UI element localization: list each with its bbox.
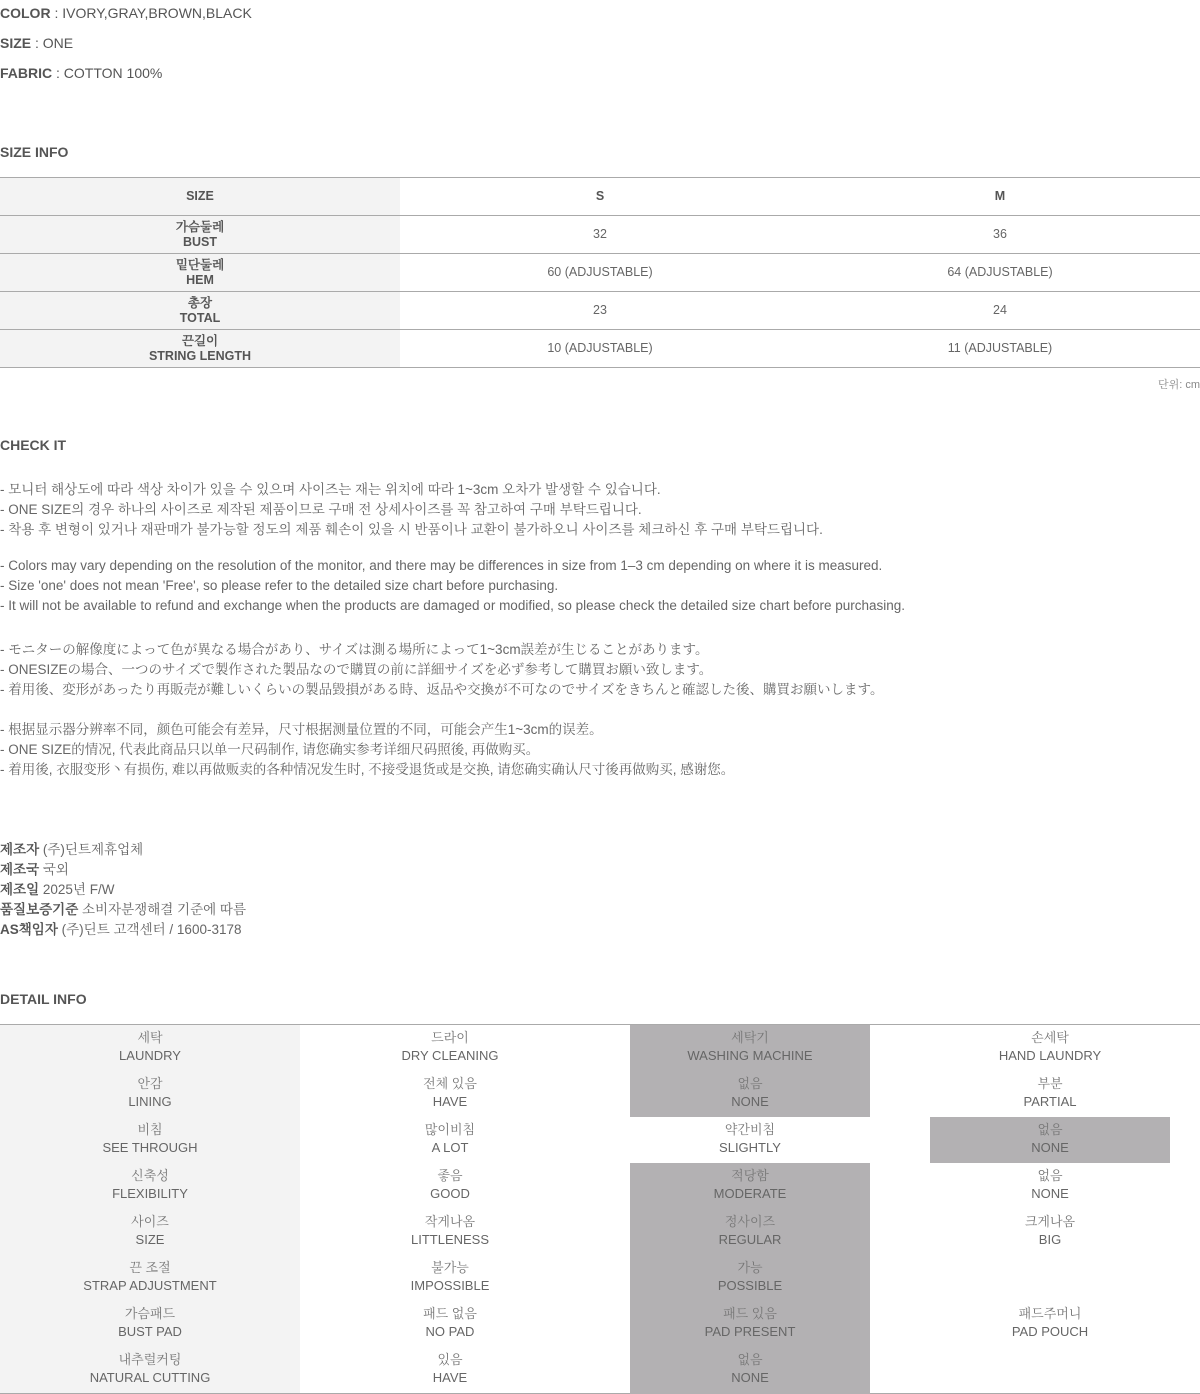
spec-size [0,35,73,51]
size-table [0,177,1200,368]
detail-option-selected [900,1117,1200,1163]
detail-row-label [0,1071,300,1117]
detail-option-ko: 약간비침 [724,1122,776,1137]
detail-option [300,1301,600,1347]
detail-option-selected-en: NONE [1031,1140,1069,1155]
detail-option-ko: 있음 [437,1352,463,1367]
check-line: - ONE SIZE的情况, 代表此商品只以单一尺码制作, 请您确实参考详细尺码照後, 再做购买。 [0,742,540,757]
detail-option-selected-en: WASHING MACHINE [687,1048,813,1063]
detail-row-label-en: NATURAL CUTTING [89,1370,211,1385]
maker-label: 제조국 [0,862,40,877]
maker-label: 품질보증기준 [0,902,79,917]
detail-option-selected-ko: 없음 [1037,1122,1063,1137]
size-m-value: 11 (ADJUSTABLE) [800,330,1200,368]
maker-country [0,858,69,878]
detail-option [900,1301,1200,1347]
size-header-s: S [400,178,800,216]
size-s-value: 10 (ADJUSTABLE) [400,330,800,368]
detail-option-selected [600,1209,900,1255]
detail-option [600,1117,900,1163]
detail-option-en: IMPOSSIBLE [410,1278,490,1293]
row-label [0,216,400,254]
detail-option-selected-en: PAD PRESENT [704,1324,796,1339]
detail-row-label-en: STRAP ADJUSTMENT [83,1278,217,1293]
detail-option [900,1163,1200,1209]
row-label-en: STRING LENGTH [148,348,252,363]
detail-option [900,1209,1200,1255]
row-label [0,330,400,368]
detail-option [300,1163,600,1209]
spec-fabric [0,65,162,81]
row-label-en: HEM [186,272,214,287]
row-label-ko: 가슴둘레 [175,219,225,234]
spec-color-label: COLOR [0,5,51,21]
detail-option-ko: 전체 있음 [423,1076,477,1091]
detail-option-selected [600,1301,900,1347]
spec-size-label: SIZE [0,35,32,51]
check-line: - ONE SIZE의 경우 하나의 사이즈로 제작된 제품이므로 구매 전 상세사이즈를 꼭 참고하여 구매 부탁드립니다. [0,502,642,517]
spec-fabric-label: FABRIC [0,65,53,81]
detail-row-label-ko: 사이즈 [131,1214,169,1229]
detail-option-selected-ko: 없음 [737,1076,763,1091]
detail-option-selected [600,1255,900,1301]
detail-row-label [0,1025,300,1071]
detail-option-selected [600,1163,900,1209]
detail-option [300,1347,600,1393]
row-label-ko: 끈길이 [181,333,219,348]
check-line: - It will not be available to refund and exchange when the products are damaged or modified, so please check the detailed size chart before purchasing. [0,598,906,613]
spec-size-value: : ONE [31,35,74,51]
maker-manufacturer [0,838,143,858]
detail-option-ko: 없음 [1037,1168,1063,1183]
detail-option-selected-ko: 패드 있음 [723,1306,777,1321]
detail-option [300,1071,600,1117]
detail-option-en: A LOT [431,1140,469,1155]
table-row [0,330,1200,368]
maker-date [0,878,114,898]
check-line: - 着用後, 衣服变形丶有损伤, 难以再做贩卖的各种情况发生时, 不接受退货或是交换, 请您确实确认尺寸後再做购买, 感谢您。 [0,762,735,777]
detail-row-label-ko: 가슴패드 [124,1306,176,1321]
detail-option-en: DRY CLEANING [401,1048,499,1063]
detail-option-en: PAD POUCH [1011,1324,1089,1339]
table-row [0,254,1200,292]
detail-option-en: BIG [1038,1232,1062,1247]
table-row [0,216,1200,254]
detail-option-selected-en: NONE [731,1370,769,1385]
detail-option-ko: 손세탁 [1031,1030,1069,1045]
detail-option-en: HAND LAUNDRY [998,1048,1102,1063]
row-label [0,254,400,292]
detail-option-en: HAVE [432,1094,468,1109]
detail-option-en: HAVE [432,1370,468,1385]
detail-info-title: DETAIL INFO [0,991,87,1007]
detail-option-en: NONE [1031,1186,1069,1201]
detail-option-selected [600,1347,900,1393]
size-s-value: 60 (ADJUSTABLE) [400,254,800,292]
row-label-en: BUST [182,234,218,249]
size-header-label: SIZE [0,178,400,216]
detail-option-selected-en: REGULAR [718,1232,782,1247]
size-s-value: 32 [400,216,800,254]
detail-option-en: SLIGHTLY [719,1140,781,1155]
detail-grid [0,1024,1200,1394]
detail-option [300,1025,600,1071]
detail-option-selected-ko: 없음 [737,1352,763,1367]
detail-row-label-ko: 세탁 [137,1030,163,1045]
spec-fabric-value: : COTTON 100% [52,65,163,81]
check-line: - 모니터 해상도에 따라 색상 차이가 있을 수 있으며 사이즈는 재는 위치에 따라 1~3cm 오차가 발생할 수 있습니다. [0,482,661,497]
detail-option-ko: 패드주머니 [1018,1306,1082,1321]
row-label [0,292,400,330]
detail-option-ko: 드라이 [431,1030,469,1045]
detail-option-selected-ko: 가능 [737,1260,763,1275]
unit-note: 단위: cm [1157,379,1200,391]
maker-value: 2025년 F/W [39,882,115,897]
detail-row-label-ko: 비침 [137,1122,163,1137]
detail-row-label [0,1347,300,1393]
detail-row-label-en: SIZE [135,1232,165,1247]
detail-option-en: LITTLENESS [410,1232,490,1247]
detail-row-label [0,1117,300,1163]
detail-row-label [0,1255,300,1301]
maker-value: (주)딘트 고객센터 / 1600-3178 [57,922,242,937]
detail-row-label-ko: 내추럴커팅 [118,1352,182,1367]
maker-as [0,918,241,938]
detail-option-selected [600,1025,900,1071]
detail-option-ko: 부분 [1037,1076,1063,1091]
detail-option-selected-ko: 정사이즈 [724,1214,776,1229]
detail-option [900,1071,1200,1117]
size-m-value: 64 (ADJUSTABLE) [800,254,1200,292]
maker-value: (주)딘트제휴업체 [39,842,144,857]
detail-option-ko: 많이비침 [424,1122,476,1137]
detail-option-ko: 작게나옴 [424,1214,476,1229]
maker-label: 제조자 [0,842,40,857]
maker-value: 국외 [39,862,69,877]
check-line: - Size 'one' does not mean 'Free', so please refer to the detailed size chart before purchasing. [0,578,559,593]
row-label-ko: 밑단둘레 [175,257,225,272]
check-it-title: CHECK IT [0,437,67,453]
size-info-title: SIZE INFO [0,144,69,160]
row-label-ko: 총장 [187,295,213,310]
detail-option-selected-ko: 적당함 [731,1168,769,1183]
detail-row-label-en: LINING [128,1094,172,1109]
detail-option-selected-en: MODERATE [713,1186,787,1201]
detail-option-en: GOOD [430,1186,470,1201]
table-row [0,292,1200,330]
detail-row-label-en: FLEXIBILITY [112,1186,188,1201]
size-m-value: 24 [800,292,1200,330]
row-label-en: TOTAL [179,310,221,325]
maker-label: 제조일 [0,882,40,897]
check-line: - 着用後、変形があったり再販売が難しいくらいの製品毀損がある時、返品や交換が不可なのでサイズをきちんと確認した後、購買お願いします。 [0,682,884,697]
detail-option [300,1209,600,1255]
size-header-m: M [800,178,1200,216]
detail-row-label [0,1209,300,1255]
detail-option-ko: 크게나옴 [1024,1214,1076,1229]
detail-option-selected-en: NONE [731,1094,769,1109]
detail-row-label [0,1301,300,1347]
detail-option-ko: 불가능 [431,1260,469,1275]
detail-option-en: NO PAD [425,1324,475,1339]
size-m-value: 36 [800,216,1200,254]
check-line: - Colors may vary depending on the resolution of the monitor, and there may be differences in size from 1–3 cm depending on where it is measured. [0,558,883,573]
size-table-header [0,178,1200,216]
detail-option [300,1117,600,1163]
spec-color-value: : IVORY,GRAY,BROWN,BLACK [50,5,252,21]
detail-row-label-en: SEE THROUGH [102,1140,198,1155]
detail-option-selected [600,1071,900,1117]
maker-quality [0,898,246,918]
detail-option-selected-en: POSSIBLE [717,1278,783,1293]
detail-option-en: PARTIAL [1023,1094,1077,1109]
detail-option [900,1025,1200,1071]
detail-row-label-ko: 신축성 [131,1168,169,1183]
maker-label: AS책임자 [0,922,58,937]
detail-option-ko: 패드 없음 [423,1306,477,1321]
check-line: - 根据显示器分辨率不同，颜色可能会有差异，尺寸根据测量位置的不同，可能会产生1~3cm的误差。 [0,722,603,737]
detail-option-selected-ko: 세탁기 [731,1030,769,1045]
maker-value: 소비자분쟁해결 기준에 따름 [78,902,246,917]
spec-color [0,5,252,21]
detail-row-label [0,1163,300,1209]
size-s-value: 23 [400,292,800,330]
detail-row-label-ko: 끈 조절 [129,1260,171,1275]
detail-option-ko: 좋음 [437,1168,463,1183]
check-line: - モニターの解像度によって色が異なる場合があり、サイズは測る場所によって1~3cm誤差が生じることがあります。 [0,642,709,657]
detail-row-label-ko: 안감 [137,1076,163,1091]
detail-row-label-en: LAUNDRY [119,1048,181,1063]
detail-row-label-en: BUST PAD [118,1324,182,1339]
detail-option [300,1255,600,1301]
check-line: - ONESIZEの場合、一つのサイズで製作された製品なので購買の前に詳細サイズを必ず参考して購買お願い致します。 [0,662,713,677]
check-line: - 착용 후 변형이 있거나 재판매가 불가능할 정도의 제품 훼손이 있을 시 반품이나 교환이 불가하오니 사이즈를 체크하신 후 구매 부탁드립니다. [0,522,823,537]
